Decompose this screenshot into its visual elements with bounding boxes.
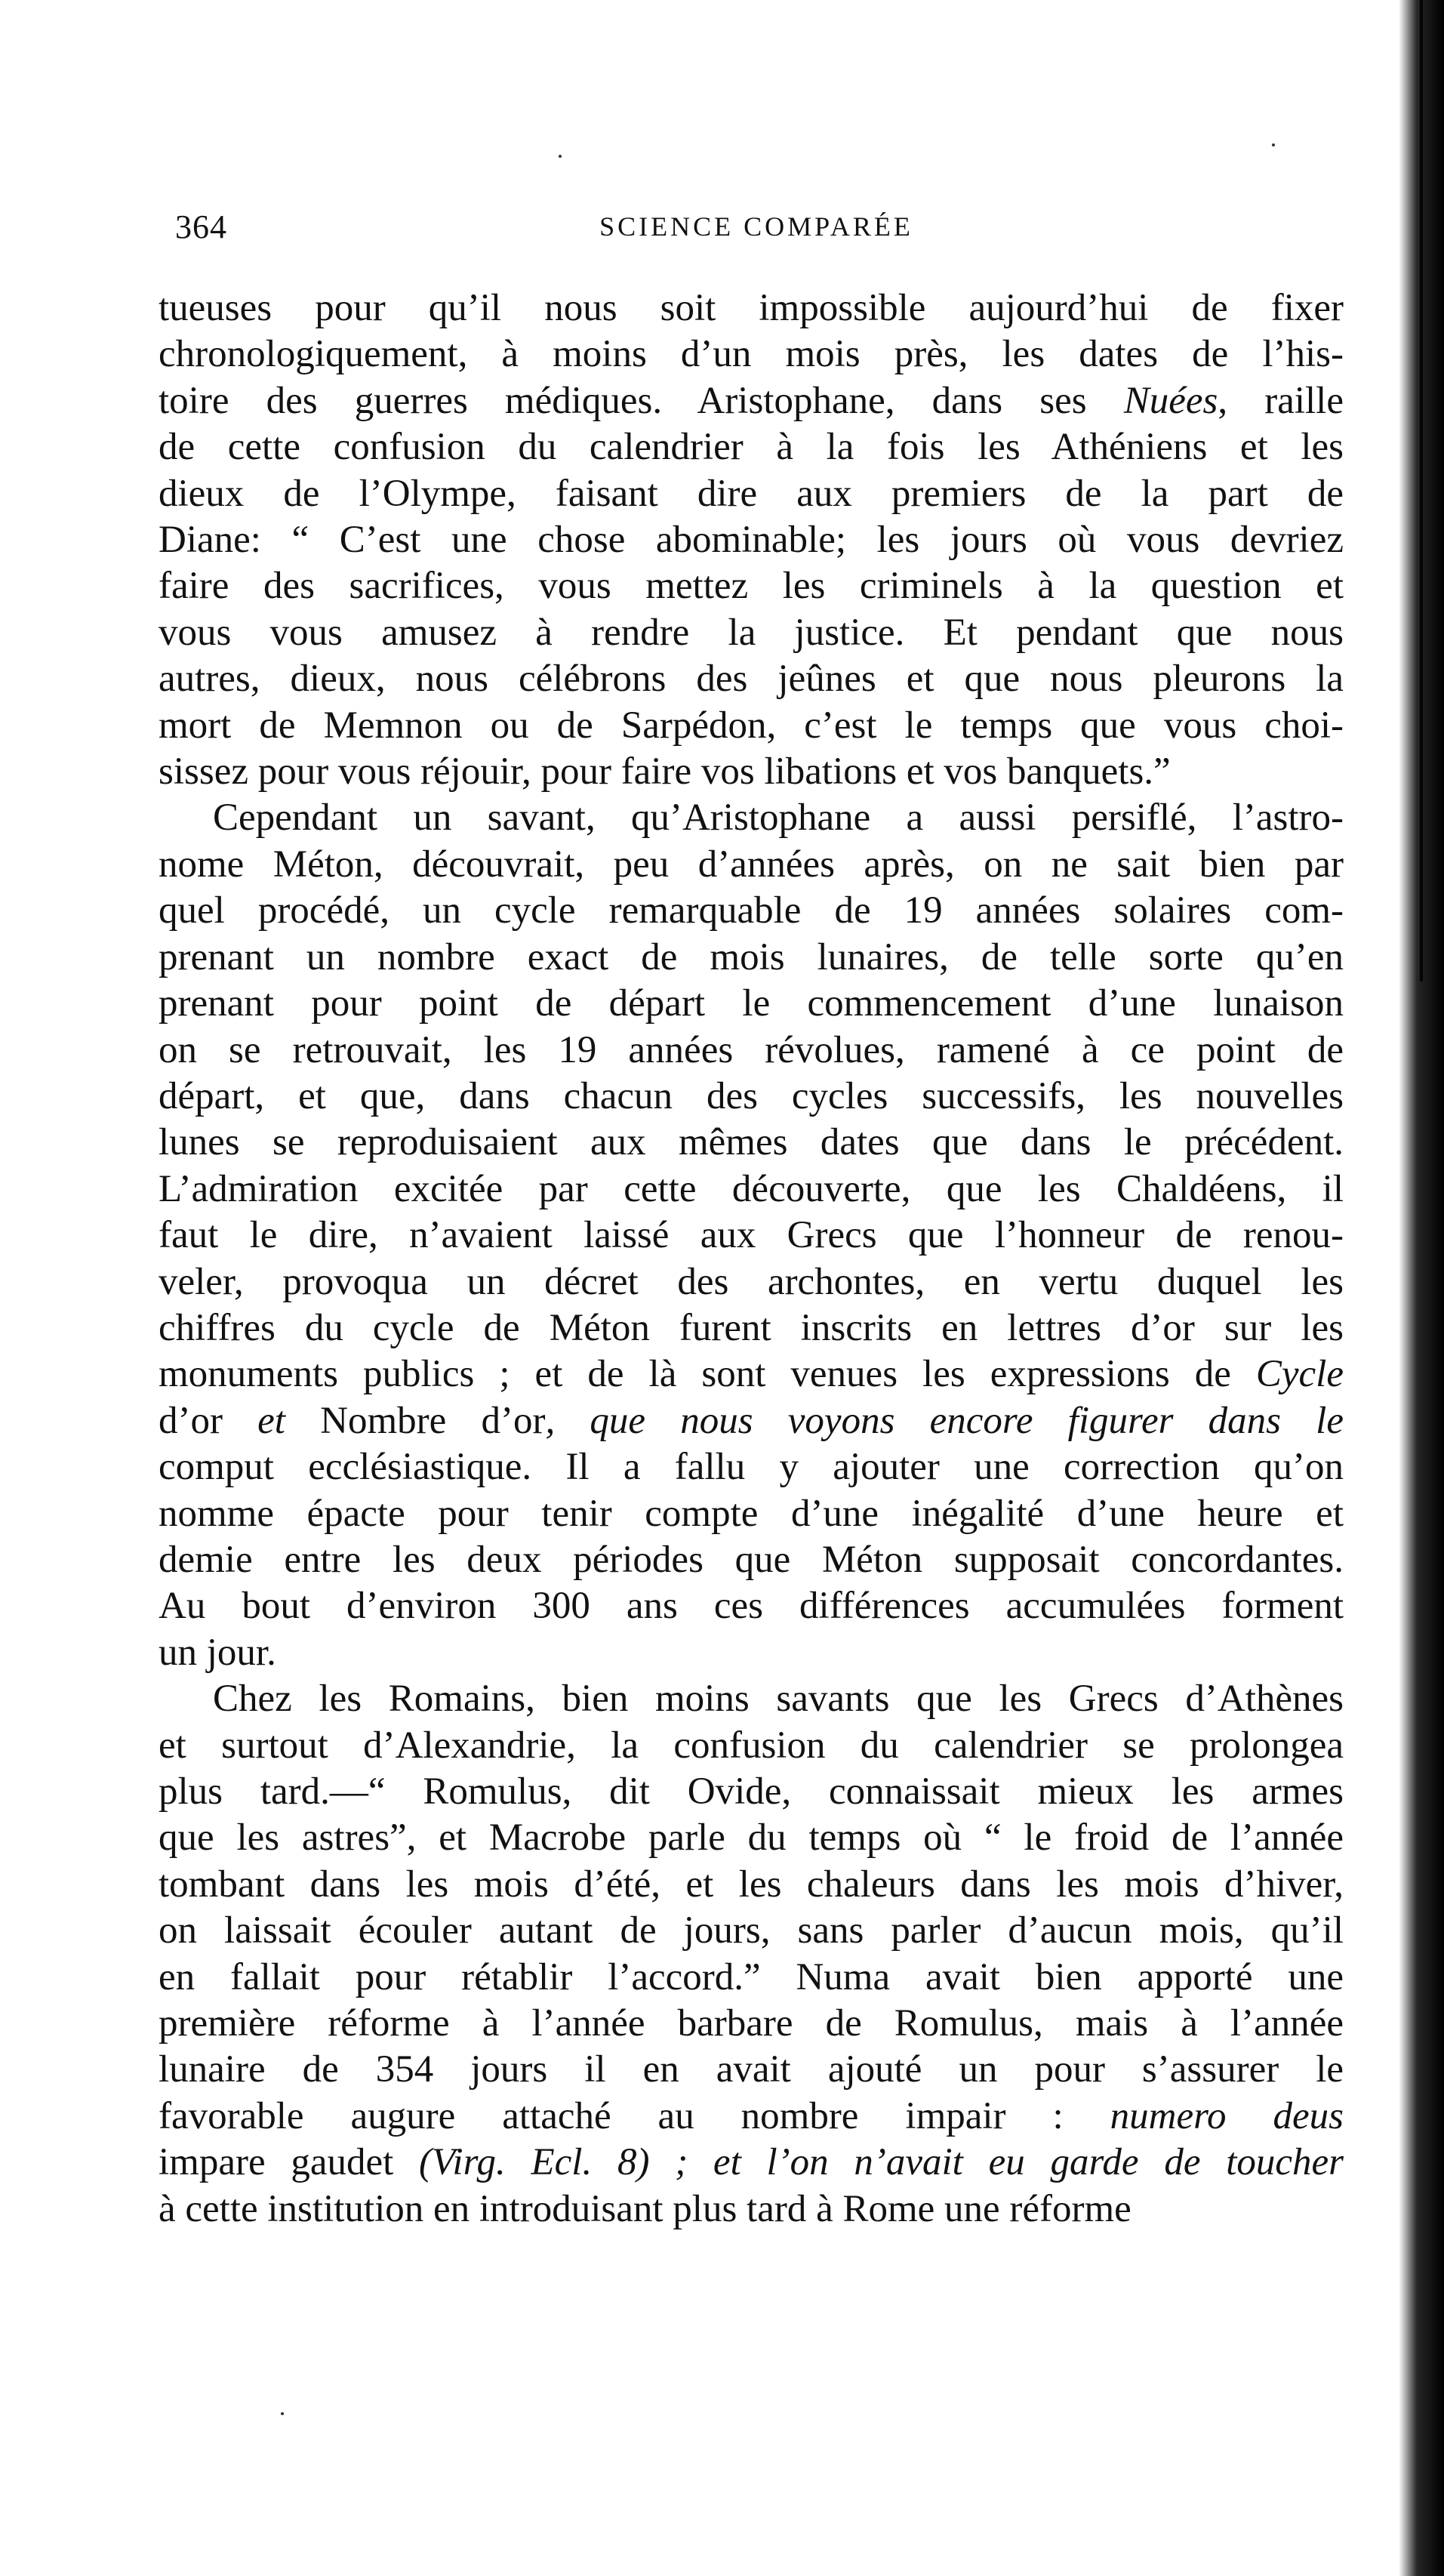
text-line: à cette institution en introduisant plus tard à Rome une réforme (159, 2187, 1131, 2230)
running-title: SCIENCE COMPARÉE (599, 211, 913, 242)
text-line: nome Méton, découvrait, peu d’années après, on ne sait bien par (159, 843, 1344, 886)
text-line: nomme épacte pour tenir compte d’une inégalité d’une heure et (159, 1492, 1344, 1535)
text-line: Diane: “ C’est une chose abominable; les jours où vous devriez (159, 519, 1344, 562)
text-line: on laissait écouler autant de jours, sans parler d’aucun mois, qu’il (159, 1909, 1344, 1952)
page-number: 364 (175, 208, 227, 245)
paragraph (159, 285, 1344, 795)
text-line: faut le dire, n’avaient laissé aux Grecs que l’honneur de renou- (159, 1214, 1344, 1257)
page-header (175, 204, 1338, 249)
text-line: mort de Memnon ou de Sarpédon, c’est le temps que vous choi- (159, 704, 1344, 747)
text-line: veler, provoqua un décret des archontes, en vertu duquel les (159, 1260, 1344, 1303)
text-line: lunes se reproduisaient aux mêmes dates que dans le précédent. (159, 1121, 1344, 1164)
text-line: Cependant un savant, qu’Aristophane a aussi persiflé, l’astro- (213, 797, 1344, 840)
text-line: dieux de l’Olympe, faisant dire aux premiers de la part de (159, 472, 1344, 515)
text-line: Au bout d’environ 300 ans ces différences accumulées forment (159, 1585, 1344, 1628)
text-line: demie entre les deux périodes que Méton supposait concordantes. (159, 1538, 1344, 1581)
text-line: autres, dieux, nous célébrons des jeûnes et que nous pleurons la (159, 658, 1344, 701)
text-line: de cette confusion du calendrier à la fois les Athéniens et les (159, 426, 1344, 469)
text-line: tueuses pour qu’il nous soit impossible aujourd’hui de fixer (159, 287, 1344, 329)
page-speck (281, 2412, 284, 2415)
binding-shadow (1399, 0, 1444, 2576)
text-line: vous vous amusez à rendre la justice. Et pendant que nous (159, 611, 1344, 654)
text-line: impare gaudet (Virg. Ecl. 8) ; et l’on n’avait eu garde de toucher (159, 2141, 1344, 2184)
text-line: plus tard.—“ Romulus, dit Ovide, connaissait mieux les armes (159, 1770, 1344, 1813)
text-line: favorable augure attaché au nombre impair : numero deus (159, 2094, 1344, 2137)
text-line: départ, et que, dans chacun des cycles successifs, les nouvelles (159, 1074, 1344, 1117)
text-line: tombant dans les mois d’été, et les chaleurs dans les mois d’hiver, (159, 1863, 1344, 1906)
text-line: on se retrouvait, les 19 années révolues, ramené à ce point de (159, 1028, 1344, 1071)
page-speck (559, 155, 562, 158)
paragraph (159, 795, 1344, 1676)
body-text (159, 285, 1344, 2232)
text-line: en fallait pour rétablir l’accord.” Numa avait bien apporté une (159, 1955, 1344, 1998)
text-line: quel procédé, un cycle remarquable de 19 années solaires com- (159, 889, 1344, 932)
text-line: lunaire de 354 jours il en avait ajouté un pour s’assurer le (159, 2048, 1344, 2091)
text-line: que les astres”, et Macrobe parle du temps où “ le froid de l’année (159, 1816, 1344, 1860)
text-line: L’admiration excitée par cette découverte, que les Chaldéens, il (159, 1167, 1344, 1210)
text-line: un jour. (159, 1631, 276, 1674)
text-line: chiffres du cycle de Méton furent inscrits en lettres d’or sur les (159, 1306, 1344, 1349)
text-line: prenant pour point de départ le commencement d’une lunaison (159, 982, 1344, 1025)
text-line: sissez pour vous réjouir, pour faire vos libations et vos banquets.” (159, 750, 1171, 793)
text-line: faire des sacrifices, vous mettez les criminels à la question et (159, 565, 1344, 608)
text-line: comput ecclésiastique. Il a fallu y ajouter une correction qu’on (159, 1446, 1344, 1489)
text-line: et surtout d’Alexandrie, la confusion du calendrier se prolongea (159, 1724, 1344, 1767)
text-line: d’or et Nombre d’or, que nous voyons encore figurer dans le (159, 1399, 1344, 1442)
text-line: chronologiquement, à moins d’un mois près, les dates de l’his- (159, 333, 1344, 376)
text-line: monuments publics ; et de là sont venues les expressions de Cycle (159, 1353, 1344, 1396)
text-line: prenant un nombre exact de mois lunaires, de telle sorte qu’en (159, 935, 1344, 978)
text-line: Chez les Romains, bien moins savants que les Grecs d’Athènes (213, 1678, 1344, 1721)
text-line: toire des guerres médiques. Aristophane, dans ses Nuées, raille (159, 379, 1344, 422)
paragraph (159, 1676, 1344, 2232)
text-line: première réforme à l’année barbare de Romulus, mais à l’année (159, 2002, 1344, 2045)
page-speck (1272, 143, 1275, 146)
